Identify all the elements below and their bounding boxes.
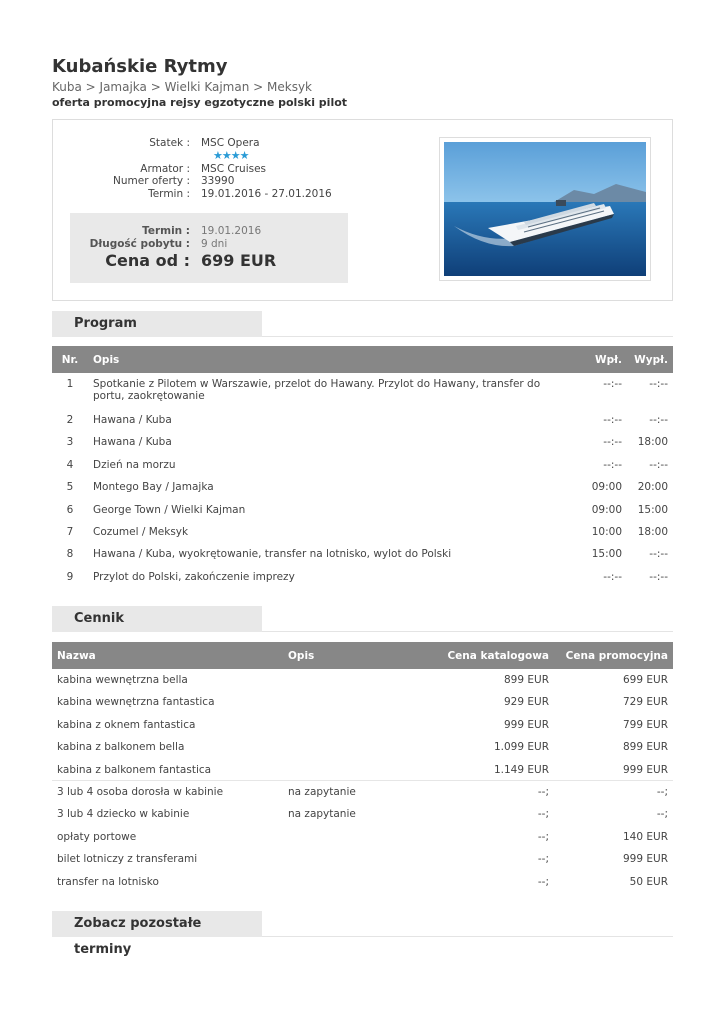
cabin-description bbox=[283, 714, 383, 736]
departure-time: --:-- bbox=[649, 414, 668, 426]
departure-time: --:-- bbox=[649, 458, 668, 471]
day-number: 9 bbox=[66, 570, 74, 583]
term-value: 19.01.2016 bbox=[201, 225, 262, 237]
catalog-price: 929 EUR bbox=[504, 696, 549, 709]
day-description: Hawana / Kuba bbox=[93, 414, 172, 426]
price-box-price bbox=[70, 251, 348, 270]
promo-price: 999 EUR bbox=[623, 853, 668, 866]
price-value: 699 EUR bbox=[201, 251, 277, 270]
day-number: 4 bbox=[66, 458, 74, 471]
catalog-price: 899 EUR bbox=[504, 674, 549, 686]
term-label: Termin : bbox=[142, 225, 190, 237]
day-description: Hawana / Kuba bbox=[93, 436, 172, 449]
program-row bbox=[52, 454, 673, 476]
arrival-time: --:-- bbox=[603, 436, 622, 449]
price-row bbox=[52, 826, 673, 848]
cabin-name: kabina z balkonem fantastica bbox=[57, 763, 212, 776]
program-row bbox=[52, 476, 673, 498]
promo-price: 50 EUR bbox=[629, 875, 668, 888]
spec-value: MSC Cruises bbox=[201, 162, 267, 175]
section-divider bbox=[262, 336, 673, 337]
price-box-term bbox=[70, 225, 348, 237]
day-number: 5 bbox=[66, 481, 74, 494]
cabin-description bbox=[283, 871, 383, 893]
cabin-name: transfer na lotnisko bbox=[57, 875, 159, 888]
day-number: 1 bbox=[66, 378, 74, 390]
price-box bbox=[70, 213, 348, 283]
promo-price: 729 EUR bbox=[623, 696, 668, 709]
cabin-description bbox=[283, 848, 383, 870]
promo-price: 999 EUR bbox=[623, 763, 668, 776]
price-row bbox=[52, 669, 673, 691]
spec-label: Armator : bbox=[140, 162, 190, 175]
price-row bbox=[52, 736, 673, 758]
program-row bbox=[52, 566, 673, 588]
catalog-price: 1.099 EUR bbox=[493, 741, 549, 754]
col-desc: Opis bbox=[93, 353, 120, 366]
departure-time: 18:00 bbox=[637, 525, 668, 538]
cabin-description bbox=[283, 736, 383, 758]
departure-time: --:-- bbox=[649, 548, 668, 561]
col-name: Nazwa bbox=[57, 649, 96, 662]
price-label: Cena od : bbox=[105, 251, 190, 270]
cabin-description: na zapytanie bbox=[283, 781, 383, 803]
price-row bbox=[52, 803, 673, 825]
spec-label: Numer oferty : bbox=[113, 175, 190, 187]
cabin-description bbox=[283, 691, 383, 713]
promo-price: 899 EUR bbox=[623, 741, 668, 754]
catalog-price: 999 EUR bbox=[504, 718, 549, 731]
arrival-time: --:-- bbox=[603, 378, 622, 390]
cabin-description: na zapytanie bbox=[288, 808, 356, 821]
catalog-price: --; bbox=[383, 781, 554, 803]
spec-value: 33990 bbox=[201, 175, 235, 187]
ship-photo-frame bbox=[439, 137, 651, 281]
col-desc: Opis bbox=[288, 649, 315, 662]
program-row bbox=[52, 543, 673, 565]
ship-specs bbox=[70, 137, 350, 200]
promo-price: --; bbox=[656, 808, 668, 821]
spec-row-ship bbox=[70, 137, 350, 150]
departure-time: 18:00 bbox=[637, 436, 668, 449]
cabin-name: opłaty portowe bbox=[57, 830, 137, 843]
other-terms-link[interactable]: Zobacz pozostałe terminy bbox=[52, 911, 262, 937]
spec-row-offer-number bbox=[70, 175, 350, 188]
spec-value: 19.01.2016 - 27.01.2016 bbox=[201, 187, 332, 200]
program-header-row bbox=[52, 346, 673, 373]
program-section-header: Program bbox=[52, 311, 262, 337]
ship-photo bbox=[444, 142, 646, 276]
catalog-price: --; bbox=[537, 875, 549, 888]
catalog-price: 1.149 EUR bbox=[493, 763, 549, 776]
day-description: Cozumel / Meksyk bbox=[93, 525, 189, 538]
price-row bbox=[52, 781, 673, 803]
cabin-name: kabina z balkonem bella bbox=[57, 741, 185, 754]
col-in: Wpł. bbox=[595, 353, 622, 366]
day-number: 7 bbox=[66, 525, 74, 538]
day-description: Montego Bay / Jamajka bbox=[93, 481, 214, 494]
col-nr: Nr. bbox=[61, 353, 79, 366]
col-out: Wypł. bbox=[634, 353, 668, 366]
price-row bbox=[52, 759, 673, 781]
cabin-name: 3 lub 4 osoba dorosła w kabinie bbox=[52, 781, 283, 803]
cabin-name: 3 lub 4 dziecko w kabinie bbox=[57, 808, 190, 821]
offer-tags: oferta promocyjna rejsy egzotyczne polski pilot bbox=[52, 96, 348, 109]
day-number: 8 bbox=[66, 548, 74, 561]
arrival-time: 09:00 bbox=[591, 503, 622, 516]
departure-time: 15:00 bbox=[637, 503, 668, 516]
program-row bbox=[52, 431, 673, 453]
day-description: Przylot do Polski, zakończenie imprezy bbox=[93, 570, 295, 583]
catalog-price: --; bbox=[537, 808, 549, 821]
pricing-header-row bbox=[52, 642, 673, 669]
length-value: 9 dni bbox=[201, 238, 228, 250]
route-breadcrumb: Kuba > Jamajka > Wielki Kajman > Meksyk bbox=[52, 80, 312, 94]
spec-label: Termin : bbox=[148, 187, 190, 200]
day-description: Dzień na morzu bbox=[93, 458, 176, 471]
spec-row-spacer bbox=[70, 150, 350, 163]
departure-time: --:-- bbox=[649, 570, 668, 583]
spec-row-operator bbox=[70, 163, 350, 176]
cabin-description bbox=[283, 826, 383, 848]
day-description: Spotkanie z Pilotem w Warszawie, przelot do Hawany. Przylot do Hawany, transfer do portu, zaokrętowanie bbox=[93, 378, 541, 402]
arrival-time: --:-- bbox=[603, 458, 622, 471]
day-description: George Town / Wielki Kajman bbox=[93, 503, 246, 516]
section-divider bbox=[262, 936, 673, 937]
page-title: Kubańskie Rytmy bbox=[52, 56, 228, 77]
catalog-price: --; bbox=[537, 853, 549, 866]
program-table bbox=[52, 346, 673, 588]
price-row bbox=[52, 691, 673, 713]
price-row bbox=[52, 714, 673, 736]
catalog-price: --; bbox=[537, 830, 549, 843]
cabin-name: kabina wewnętrzna fantastica bbox=[57, 696, 215, 709]
day-number: 6 bbox=[66, 503, 74, 516]
day-number: 2 bbox=[66, 414, 74, 426]
cabin-name: kabina wewnętrzna bella bbox=[57, 674, 188, 686]
spec-row-term bbox=[70, 188, 350, 201]
price-box-length bbox=[70, 238, 348, 250]
program-row bbox=[52, 373, 673, 409]
cabin-description bbox=[283, 669, 383, 691]
col-catalog-price: Cena katalogowa bbox=[447, 649, 549, 662]
promo-price: 140 EUR bbox=[623, 830, 668, 843]
rating-stars-icon: ★★★★ bbox=[213, 149, 249, 162]
cabin-name: bilet lotniczy z transferami bbox=[57, 853, 198, 866]
program-row bbox=[52, 521, 673, 543]
departure-time: --:-- bbox=[649, 378, 668, 390]
cabin-description bbox=[283, 759, 383, 781]
section-divider bbox=[262, 631, 673, 632]
promo-price: 699 EUR bbox=[623, 674, 668, 686]
day-number: 3 bbox=[66, 436, 74, 449]
price-row bbox=[52, 871, 673, 893]
arrival-time: --:-- bbox=[603, 414, 622, 426]
arrival-time: --:-- bbox=[603, 570, 622, 583]
length-label: Długość pobytu : bbox=[89, 238, 190, 250]
spec-label: Statek : bbox=[149, 137, 190, 149]
promo-price: 799 EUR bbox=[623, 718, 668, 731]
price-row bbox=[52, 848, 673, 870]
departure-time: 20:00 bbox=[637, 481, 668, 494]
arrival-time: 09:00 bbox=[591, 481, 622, 494]
day-description: Hawana / Kuba, wyokrętowanie, transfer na lotnisko, wylot do Polski bbox=[93, 548, 452, 561]
program-row bbox=[52, 499, 673, 521]
spec-value: MSC Opera bbox=[201, 137, 260, 149]
promo-price: --; bbox=[554, 781, 673, 803]
cabin-name: kabina z oknem fantastica bbox=[57, 718, 196, 731]
program-row bbox=[52, 409, 673, 431]
col-promo-price: Cena promocyjna bbox=[565, 649, 668, 662]
arrival-time: 15:00 bbox=[591, 548, 622, 561]
pricing-section-header: Cennik bbox=[52, 606, 262, 632]
arrival-time: 10:00 bbox=[591, 525, 622, 538]
pricing-table bbox=[52, 642, 673, 893]
